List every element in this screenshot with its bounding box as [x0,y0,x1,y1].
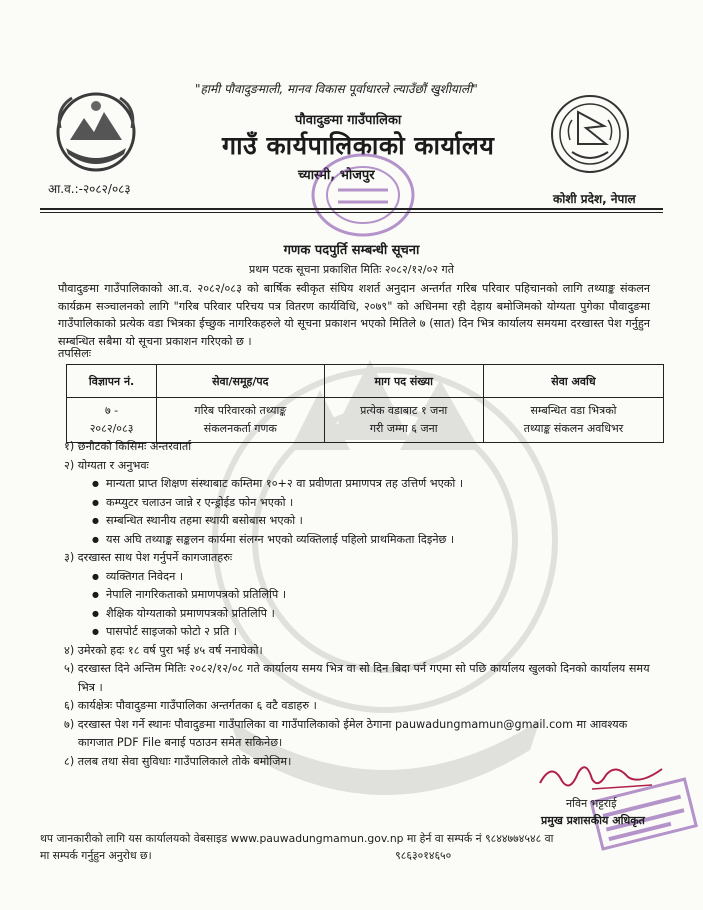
nepal-emblem-icon [52,88,140,176]
municipality-logo-icon [548,92,632,176]
ad-number-line2: २०८२/०८३ [89,422,134,435]
header-rule-thin [40,212,663,213]
province: कोशी प्रदेश, नेपाल [553,192,636,206]
item-age-limit: ४) उमेरको हदः १८ वर्ष पुरा भई ४५ वर्ष ननाघेको। [64,643,263,657]
list-item: ● नेपालि नागरिकताको प्रमाणपत्रको प्रतिलिपि । [92,586,664,605]
qualification-list [64,475,664,549]
cell-ad-number [67,398,157,443]
office-location: च्यास्मी, भोजपुर [298,168,375,183]
office-stamp-icon [308,150,418,240]
list-item: ● शैक्षिक योग्यताको प्रमाणपत्रको प्रतिलिपि । [92,605,664,624]
period-line1: सम्बन्धित वडा भित्रको [530,404,617,417]
cell-count [324,398,483,443]
item-documents: ३) दरखास्त साथ पेश गर्नुपर्ने कागजातहरुः [64,551,233,564]
list-item: ● सम्बन्धित स्थानीय तहमा स्थायी बसोबास भएको । [92,512,664,531]
cell-post [157,398,324,443]
post-line1: गरिब परिवारको तथ्याङ्क [194,404,287,417]
cell-period [483,398,663,443]
list-item: ● पासपोर्ट साइजको फोटो २ प्रति । [92,623,664,642]
col-period: सेवा अवधि [483,365,663,398]
period-line2: तथ्याङ्क संकलन अवधिभर [523,422,624,435]
item-qualification: २) योग्यता र अनुभवः [64,458,149,472]
notice-items [64,438,664,771]
col-post: सेवा/समूह/पद [157,365,324,398]
signatory-post: प्रमुख प्रशासकीय अधिकृत [541,814,645,827]
contact-phone-2: ९८६३०१४६५० [395,849,452,862]
signatory-name: नविन भट्टराई [566,797,617,810]
item-deadline: ५) दरखास्त दिने अन्तिम मितिः २०८२/१२/०८ गते कार्यालय समय भित्र वा सो दिन बिदा पर्न गएमा सो पछि कार्यालय खुलको दिनको कार्यालय समय भित्र । [64,662,650,694]
contact-phone-1: ९८४४७७४५४८ वा [485,832,554,845]
item-selection-type: १) छनौटको किसिमः अन्तरवार्ता [64,440,192,453]
contact-text: थप जानकारीको लागि यस कार्यालयको वेबसाइड www.pauwadungmamun.gov.np मा हेर्न वा सम्पर्क नं [40,832,482,845]
notice-title: गणक पदपुर्ति सम्बन्धी सूचना [283,243,420,258]
count-line2: गरी जम्मा ६ जना [369,422,438,435]
table-row [67,398,664,443]
fiscal-year: आ.व.:-२०८२/०८३ [48,182,131,196]
motto: "हामी पौवादुङमाली, मानव विकास पूर्वाधारले ल्याउँछौं खुशीयाली" [195,82,478,96]
vacancy-table [66,364,664,443]
ad-number-line1: ७ - [104,404,119,417]
table-header-row [67,365,664,398]
col-ad-number: विज्ञापन नं. [67,365,157,398]
office-title: गाउँ कार्यपालिकाको कार्यालय [222,131,495,160]
contact-request: मा सम्पर्क गर्नुहुन अनुरोध छ। [40,849,152,862]
contact-info [40,830,660,864]
publish-date: प्रथम पटक सूचना प्रकाशित मितिः २०८२/१२/०२ गते [248,263,455,276]
contact-line-2 [40,847,660,864]
list-item: ● कम्प्युटर चलाउन जान्ने र एन्ड्रोईड फोन भएको । [92,494,664,513]
item-submission-place: ७) दरखास्त पेश गर्ने स्थानः पौवादुङमा गाउँपालिका वा गाउँपालिकाको ईमेल ठेगाना pauwadungmamun@gmail.com मा आवश्यक कागजात PDF File बनाई पठाउन समेत सकिनेछ। [64,717,628,749]
count-line1: प्रत्येक वडाबाट १ जना [360,404,448,417]
item-salary: ८) तलब तथा सेवा सुविधाः गाउँपालिकाले तोके बमोजिम। [64,754,292,768]
notice-intro: पौवादुङमा गाउँपालिकाको आ.व. २०८२/०८३ को बार्षिक स्वीकृत संघिय शशर्त अनुदान अन्तर्गत गरिब परिवार पहिचानको लागि तथ्याङ्क संकलन कार्यक्रम सञ्चालनको लागि "गरिब परिवार परिचय पत्र वितरण कार्यविधि, २०७९" को अधिनमा रही देहाय बमोजिमको योग्यता पुगेका पौवादुङमा गाउँपालिकाको प्रत्येक वडा भित्रका ईच्छुक नागरिकहरुले यो सूचना प्रकाशन भएको मितिले ७ (सात) दिन भित्र कार्यालय समयमा दरखास्त पेश गर्नुहुन सम्बन्धित सबैमा यो सूचना प्रकाशन गरिएको छ । [58,282,650,348]
header-rule [40,208,663,210]
col-count: माग पद संख्या [324,365,483,398]
post-line2: संकलनकर्ता गणक [203,422,277,435]
municipality-name: पौवादुङमा गाउँपालिका [295,113,402,128]
list-item: ● व्यक्तिगत निवेदन । [92,568,664,587]
details-label: तपसिलः [58,347,92,360]
contact-line-1 [40,830,660,847]
documents-list [64,568,664,642]
list-item: ● यस अघि तथ्याङ्क सङ्कलन कार्यमा संलग्न भएको व्यक्तिलाई पहिलो प्राथमिकता दिइनेछ । [92,531,664,550]
item-work-area: ६) कार्यक्षेत्रः पौवादुङमा गाउँपालिका अन्तर्गतका ६ वटै वडाहरु । [64,699,317,712]
list-item: ● मान्यता प्राप्त शिक्षण संस्थाबाट कम्तिमा १०+२ वा प्रवीणता प्रमाणपत्र तह उत्तिर्ण भएको । [92,475,664,494]
